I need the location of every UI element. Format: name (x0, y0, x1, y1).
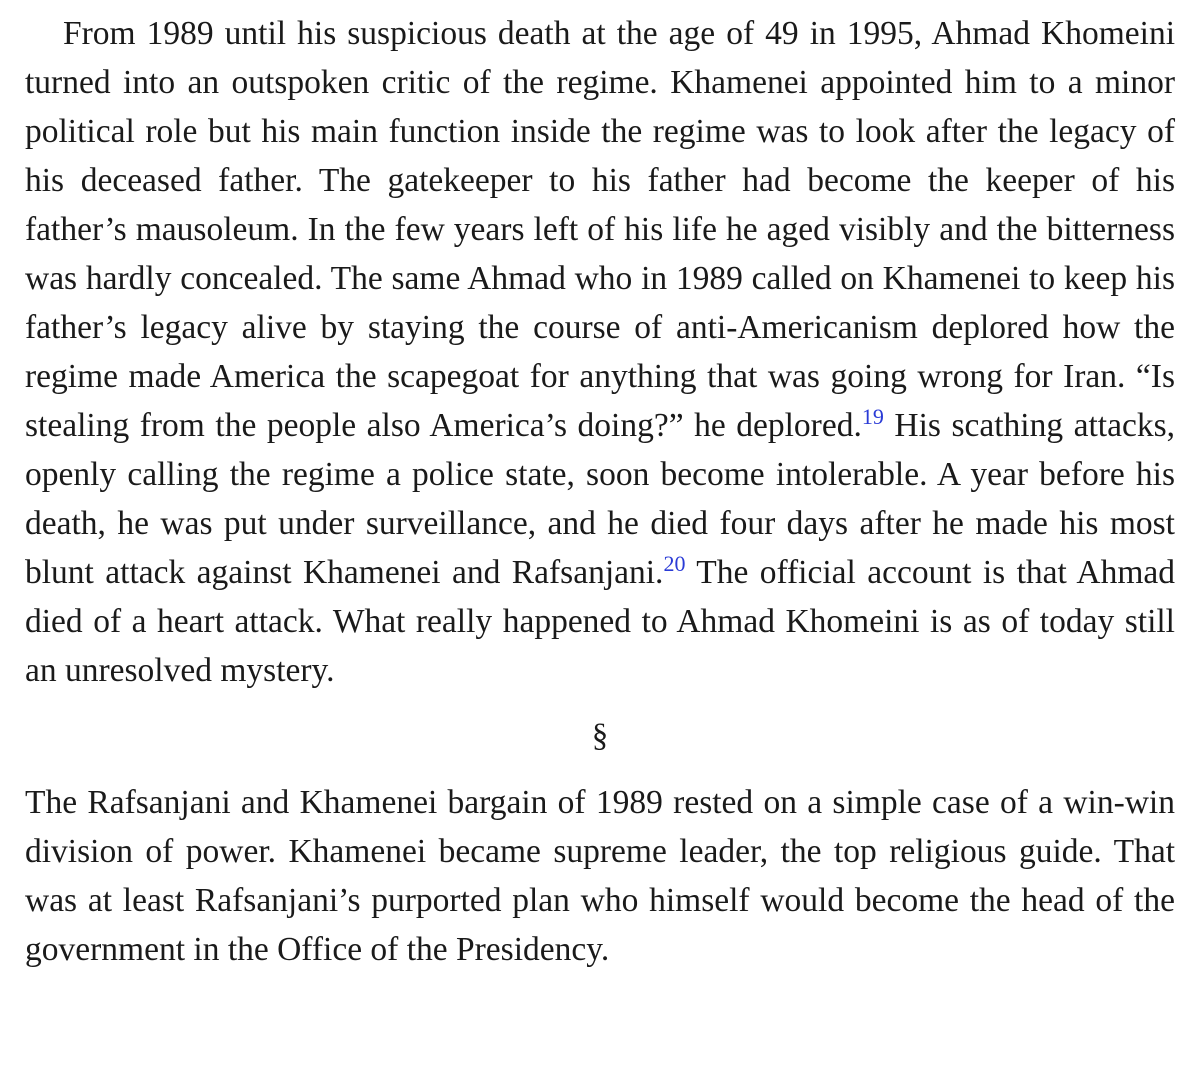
paragraph-1-text-b: His scathing attacks, openly calling the regime a police state, soon become intolerable. A year before his death, he was put under surveillance, and he died four days after he made his most blunt attack against Khamenei and Rafsanjani. (25, 407, 1176, 591)
document-page (25, 0, 1175, 974)
paragraph-1-text-c: The official account is that Ahmad died of a heart attack. What really happened to Ahmad Khomeini is as of today still an unresolved mystery. (25, 554, 1175, 689)
paragraph-ahmad-khomeini (25, 9, 1175, 695)
paragraph-1-text-a: From 1989 until his suspicious death at the age of 49 in 1995, Ahmad Khomeini turned into an outspoken critic of the regime. Khamenei appointed him to a minor political role but his main function inside the regime was to look after the legacy of his deceased father. The gatekeeper to his father had become the keeper of his father’s mausoleum. In the few years left of his life he aged visibly and the bitterness was hardly concealed. The same Ahmad who in 1989 called on Khamenei to keep his father’s legacy alive by staying the course of anti-Americanism deplored how the regime made America the scapegoat for anything that was going wrong for Iran. “Is stealing from the people also America’s doing?” he deplored. (25, 15, 1175, 444)
footnote-ref-19[interactable]: 19 (861, 404, 884, 429)
footnote-ref-20[interactable]: 20 (663, 551, 686, 576)
section-separator: § (591, 718, 609, 754)
paragraph-rafsanjani-khamenei-bargain: The Rafsanjani and Khamenei bargain of 1989 rested on a simple case of a win-win division of power. Khamenei became supreme leader, the top religious guide. That was at least Rafsanjani’s purported plan who himself would become the head of the government in the Office of the Presidency. (25, 784, 1175, 968)
